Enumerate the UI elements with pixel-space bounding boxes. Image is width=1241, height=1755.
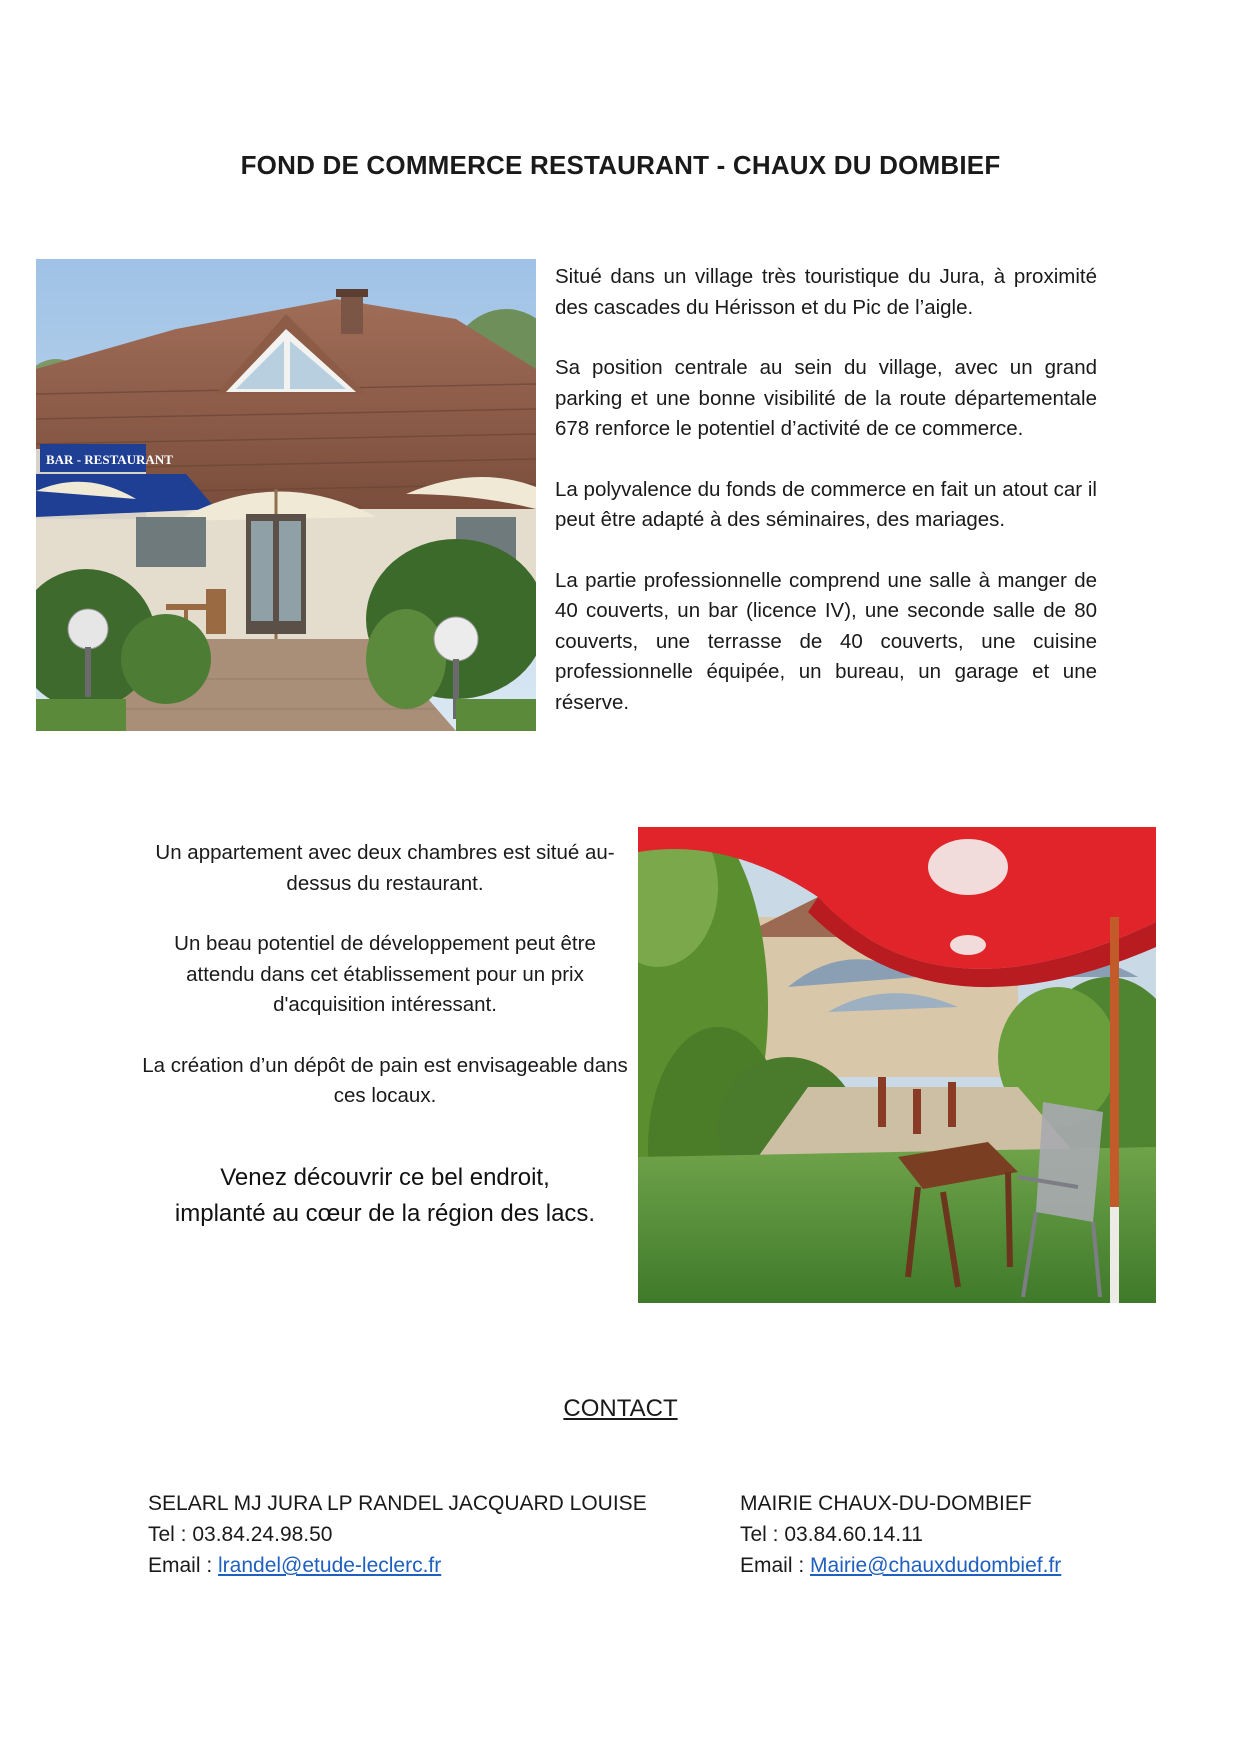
details-paragraph-potential: Un beau potentiel de développement peut être attendu dans cet établissement pour un prix d'acquisition intéressant. [174, 932, 596, 1016]
contact-selarl-tel [148, 1519, 647, 1550]
contact-selarl-email [148, 1550, 647, 1581]
details-paragraph-apartment: Un appartement avec deux chambres est situé au-dessus du restaurant. [155, 841, 615, 895]
intro-text [555, 262, 1097, 748]
intro-paragraph-location: Situé dans un village très touristique du Jura, à proximité des cascades du Hérisson et du Pic de l’aigle. [555, 265, 1097, 319]
call-to-action [140, 1160, 630, 1232]
contact-mairie-tel [740, 1519, 1061, 1550]
page-title: FOND DE COMMERCE RESTAURANT - CHAUX DU DOMBIEF [240, 150, 1001, 180]
contact-selarl [148, 1488, 647, 1581]
email-link-mairie[interactable]: Mairie@chauxdudombief.fr [810, 1554, 1062, 1577]
email-link-selarl[interactable]: lrandel@etude-leclerc.fr [218, 1554, 442, 1577]
email-label: Email : [740, 1554, 811, 1577]
contact-mairie [740, 1488, 1061, 1581]
tel-label: Tel : [740, 1523, 785, 1546]
details-text [140, 838, 630, 1232]
cta-line-2: implanté au cœur de la région des lacs. [174, 1199, 596, 1227]
intro-paragraph-position: Sa position centrale au sein du village, avec un grand parking et une bonne visibilité de la route départementale 678 renforce le potentiel d’activité de ce commerce. [555, 356, 1097, 440]
details-paragraph-bakery: La création d’un dépôt de pain est envisageable dans ces locaux. [142, 1053, 628, 1107]
intro-paragraph-versatility: La polyvalence du fonds de commerce en fait un atout car il peut être adapté à des séminaires, des mariages. [555, 477, 1097, 531]
tel-number: 03.84.60.14.11 [784, 1523, 923, 1546]
bar-restaurant-sign: BAR - RESTAURANT [46, 452, 173, 467]
intro-paragraph-rooms: La partie professionnelle comprend une salle à manger de 40 couverts, un bar (licence IV), une seconde salle de 80 couverts, une terrasse de 40 couverts, une cuisine professionnelle équipée, un bureau, un garage et une réserve. [555, 568, 1097, 714]
email-label: Email : [148, 1554, 219, 1577]
contact-heading: CONTACT [563, 1395, 678, 1422]
contact-mairie-name: MAIRIE CHAUX-DU-DOMBIEF [740, 1492, 1032, 1515]
terrace-photo [638, 827, 1156, 1303]
cta-line-1: Venez découvrir ce bel endroit, [220, 1163, 550, 1191]
tel-number: 03.84.24.98.50 [192, 1523, 333, 1546]
contact-mairie-email [740, 1550, 1061, 1581]
restaurant-facade-photo [36, 259, 536, 731]
contact-selarl-name: SELARL MJ JURA LP RANDEL JACQUARD LOUISE [148, 1492, 647, 1515]
tel-label: Tel : [148, 1523, 193, 1546]
